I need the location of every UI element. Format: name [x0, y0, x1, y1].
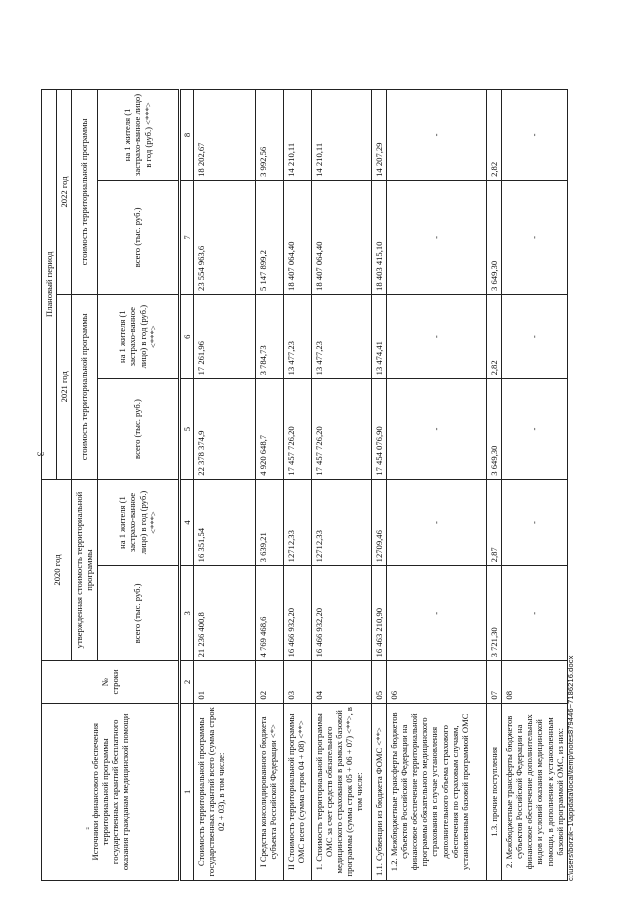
planned-header: Плановый период [42, 90, 57, 480]
cell: 22 378 374,9 [193, 379, 255, 479]
cell: 23 554 963,6 [193, 180, 255, 294]
row-no: 06 [386, 661, 486, 703]
cell: 21 236 400,8 [193, 566, 255, 661]
row-no: 08 [501, 661, 567, 703]
cell: - [501, 379, 567, 479]
row-no: 02 [255, 661, 283, 703]
col-number: 4 [179, 479, 193, 566]
cell: 14 210,11 [311, 90, 371, 181]
row-no: 03 [283, 661, 311, 703]
cell: 3 992,56 [255, 90, 283, 181]
cell: 16 463 210,90 [371, 566, 386, 661]
cell: - [386, 379, 486, 479]
cell: 13 474,41 [371, 294, 386, 378]
cell: 17 261,96 [193, 294, 255, 378]
cell: - [501, 479, 567, 566]
cell: - [386, 180, 486, 294]
col-number: 6 [179, 294, 193, 378]
cell: 14 210,11 [283, 90, 311, 181]
table-row [283, 90, 311, 881]
cell: 5 147 899,2 [255, 180, 283, 294]
cost-2022-header: стоимость территориальной программы [72, 90, 97, 295]
cell: 12709,46 [371, 479, 386, 566]
cell: 3 649,30 [486, 180, 501, 294]
row-label: 1.2. Межбюджетные трансферты бюджетов субъектов Российской Федерации на финансовое обеспечение территориальной программы обязательного медицинского страхования в случае установления дополнительного объема страхового обеспечения по страховым случаям, установленным базовой программой ОМС [386, 703, 486, 880]
year2020-header: 2020 год [42, 479, 72, 661]
cell: 12712,33 [311, 479, 371, 566]
cell: 17 454 076,90 [371, 379, 386, 479]
row-no: 01 [193, 661, 255, 703]
row-label: 2. Межбюджетные трансферты бюджетов субъектов Российской Федерации на финансовое обеспечение дополнительных видов и условий оказания медицинской помощи, в дополнение к установленным базовой программой ОМС, из них: [501, 703, 567, 880]
cell: - [501, 180, 567, 294]
cell: 4 769 468,6 [255, 566, 283, 661]
cell: 3 639,21 [255, 479, 283, 566]
col-number: 8 [179, 90, 193, 181]
cell: 16 466 932,20 [283, 566, 311, 661]
row-label: I Средства консолидированного бюджета субъекта Российской Федерации <*> [255, 703, 283, 880]
cell: 18 202,67 [193, 90, 255, 181]
table-row [486, 90, 501, 881]
table-row [311, 90, 371, 881]
source-header: Источники финансового обеспечения территориальной программы государственных гарантий бесплатного оказания гражданам медицинской помощи [42, 703, 180, 880]
total-header-2020: всего (тыс. руб.) [97, 566, 179, 661]
cell: 14 207,29 [371, 90, 386, 181]
col-number: 1 [179, 703, 193, 880]
cell: 2,87 [486, 479, 501, 566]
cost-2021-header: стоимость территориальной программы [72, 294, 97, 479]
cell: - [501, 566, 567, 661]
cell: 2,82 [486, 294, 501, 378]
cell: 16 466 932,20 [311, 566, 371, 661]
page-number: 3 [35, 451, 46, 457]
per-person-header-2020: на 1 жителя (1 застрахо-ванное лицо) в год (руб.) <***> [97, 479, 179, 566]
row-label: 1.1. Субвенции из бюджета ФОМС <**> [371, 703, 386, 880]
total-header-2021: всего (тыс. руб.) [97, 379, 179, 479]
table-row [371, 90, 386, 881]
col-number: 3 [179, 566, 193, 661]
cell: - [501, 90, 567, 181]
col-number: 2 [179, 661, 193, 703]
per-person-header-2022: на 1 жителя (1 застрахо-ванное лицо) в год (руб.) <***> [97, 90, 179, 181]
cell: - [386, 294, 486, 378]
header-row-1 [42, 90, 57, 881]
approved-cost-header: утвержденная стоимость территориальной программы [72, 479, 97, 661]
cell: 3 721,30 [486, 566, 501, 661]
cell: 16 351,54 [193, 479, 255, 566]
financing-table [41, 89, 568, 881]
cell: 4 920 648,7 [255, 379, 283, 479]
row-no: 04 [311, 661, 371, 703]
row-no: 07 [486, 661, 501, 703]
year2021-header: 2021 год [57, 294, 72, 479]
table-row [255, 90, 283, 881]
cell: - [386, 90, 486, 181]
per-person-header-2021: на 1 жителя (1 застрахо-ванное лицо) в год (руб.) <***> [97, 294, 179, 378]
row-no: 05 [371, 661, 386, 703]
table-row [386, 90, 486, 881]
cell: 18 403 415,10 [371, 180, 386, 294]
column-numbers-row [179, 90, 193, 881]
cell: 2,82 [486, 90, 501, 181]
row-label: II Стоимость территориальной программы ОМС всего (сумма строк 04 + 08) <**> [283, 703, 311, 880]
row-no-header: № строки [42, 661, 180, 703]
cell: 3 649,30 [486, 379, 501, 479]
cell: 17 457 726,20 [283, 379, 311, 479]
row-label: 1.3. прочие поступления [486, 703, 501, 880]
page-mark: " [86, 826, 90, 835]
cell: 13 477,23 [311, 294, 371, 378]
table-row [193, 90, 255, 881]
cell: - [386, 479, 486, 566]
cell: 3 784,73 [255, 294, 283, 378]
cell: 12712,33 [283, 479, 311, 566]
rotated-page [41, 11, 601, 881]
cell: 18 407 064,40 [283, 180, 311, 294]
file-path-footer: c:\users\borzik~1\appdata\local\temp\notes879446~7186216.docx [566, 655, 575, 881]
row-label: 1. Стоимость территориальной программы ОМС за счет средств обязательного медицинского страхования в рамках базовой программы (сумма строк 05 + 06 + 07) <**>, в том числе: [311, 703, 371, 880]
cell: - [501, 294, 567, 378]
year2022-header: 2022 год [57, 90, 72, 295]
table-row [501, 90, 567, 881]
cell: 17 457 726,20 [311, 379, 371, 479]
cell: 18 407 064,40 [311, 180, 371, 294]
cell: 13 477,23 [283, 294, 311, 378]
col-number: 5 [179, 379, 193, 479]
cell: - [386, 566, 486, 661]
total-header-2022: всего (тыс. руб.) [97, 180, 179, 294]
col-number: 7 [179, 180, 193, 294]
row-label: Стоимость территориальной программы государственных гарантий всего (сумма строк 02 + 03), в том числе: [193, 703, 255, 880]
